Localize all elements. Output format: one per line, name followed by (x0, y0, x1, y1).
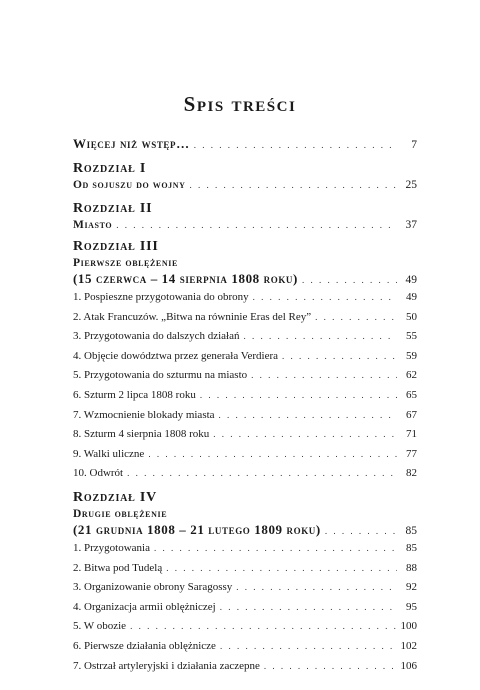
toc-item-page: 67 (406, 408, 417, 421)
chapter-4-items (73, 539, 417, 676)
toc-item[interactable] (73, 464, 417, 484)
dot-leader (236, 578, 397, 598)
toc-item-page: 95 (406, 600, 417, 613)
chapter-heading: Rozdział III (73, 239, 159, 254)
toc-item-label: 2. Bitwa pod Tudelą (73, 561, 163, 574)
toc-item-label: 10. Odwrót (73, 467, 124, 480)
toc-item-page: 88 (406, 561, 417, 574)
dot-leader (243, 327, 397, 347)
chapter-4 (73, 490, 417, 676)
toc-item-label: 2. Atak Francuzów. „Bitwa na równinie Eras del Rey” (73, 310, 312, 323)
toc-item-page: 55 (406, 330, 417, 343)
toc-item-page: 49 (406, 291, 417, 303)
toc-item[interactable] (73, 559, 417, 579)
toc-item-label: 4. Organizacja armii oblężniczej (73, 600, 216, 613)
toc-item-label: 8. Szturm 4 sierpnia 1808 roku (73, 428, 210, 441)
toc-entry-label: Od sojuszu do wojny (73, 179, 186, 191)
dot-leader (166, 559, 397, 579)
toc-item-label: 9. Walki uliczne (73, 447, 145, 460)
dot-leader (253, 288, 397, 308)
dot-leader (220, 598, 397, 618)
chapter-heading: Rozdział II (73, 201, 153, 216)
dot-leader (200, 386, 397, 406)
chapter-heading: Rozdział IV (73, 489, 158, 505)
toc-item[interactable] (73, 327, 417, 347)
toc-item[interactable] (73, 598, 417, 618)
toc-item[interactable] (73, 308, 417, 328)
toc-entry-chapter-2[interactable] (73, 217, 417, 233)
toc-item-label: 7. Ostrzał artyleryjski i działania zaczepne (73, 659, 260, 672)
toc-entry-page: 7 (411, 139, 417, 151)
chapter-heading: Rozdział I (73, 161, 147, 176)
dot-leader (325, 523, 397, 539)
toc-entry-intro[interactable] (73, 136, 417, 153)
toc-item-label: 5. W obozie (73, 620, 127, 633)
toc-item[interactable] (73, 347, 417, 367)
toc-item-label: 3. Przygotowania do dalszych działań (73, 330, 240, 343)
toc-item-page: 82 (406, 467, 417, 480)
toc-entry-page: 85 (405, 524, 417, 537)
toc-item[interactable] (73, 617, 417, 637)
toc-entry-chapter-1[interactable] (73, 177, 417, 193)
toc-item[interactable] (73, 425, 417, 445)
toc-item-page: 85 (406, 541, 417, 554)
toc-item[interactable] (73, 288, 417, 308)
toc-item-page: 62 (406, 369, 417, 382)
toc-item-label: 4. Objęcie dowództwa przez generała Verdiera (73, 349, 279, 362)
toc-item-label: 3. Organizowanie obrony Saragossy (73, 581, 233, 594)
dot-leader (213, 425, 397, 445)
toc-item-page: 65 (406, 388, 417, 401)
page-title: Spis treści (183, 92, 297, 116)
chapter-title: Pierwsze oblężenie (73, 257, 178, 269)
toc-item-label: 6. Pierwsze działania oblężnicze (73, 639, 216, 652)
table-of-contents (73, 136, 417, 676)
toc-item[interactable] (73, 637, 417, 657)
dot-leader (264, 657, 397, 677)
toc-item[interactable] (73, 657, 417, 677)
toc-entry-page: 49 (405, 274, 417, 286)
dot-leader (219, 406, 397, 426)
toc-item-page: 59 (406, 349, 417, 362)
toc-entry-label: (15 czerwca – 14 sierpnia 1808 roku) (73, 271, 298, 286)
dot-leader (302, 272, 397, 288)
dot-leader (194, 137, 397, 153)
dot-leader (190, 177, 397, 193)
dot-leader (251, 366, 397, 386)
toc-item[interactable] (73, 445, 417, 465)
toc-item-page: 92 (406, 581, 417, 594)
toc-item-label: 5. Przygotowania do szturmu na miasto (73, 369, 248, 382)
toc-item-label: 1. Pospieszne przygotowania do obrony (73, 291, 249, 303)
toc-item-page: 106 (400, 659, 417, 672)
toc-entry-label: (21 grudnia 1808 – 21 lutego 1809 roku) (73, 521, 321, 537)
dot-leader (220, 637, 397, 657)
chapter-1 (73, 161, 417, 193)
toc-item-label: 6. Szturm 2 lipca 1808 roku (73, 388, 196, 401)
toc-item[interactable] (73, 366, 417, 386)
dot-leader (130, 617, 396, 637)
toc-item-page: 77 (406, 447, 417, 460)
toc-item[interactable] (73, 406, 417, 426)
chapter-3 (73, 239, 417, 484)
toc-entry-label: Więcej niż wstęp… (73, 136, 190, 151)
dot-leader (315, 308, 397, 328)
dot-leader (148, 445, 397, 465)
toc-item-page: 100 (400, 620, 417, 633)
toc-item-page: 102 (400, 639, 417, 652)
dot-leader (154, 539, 397, 559)
toc-entry-label: Miasto (73, 219, 113, 231)
chapter-3-items (73, 288, 417, 484)
toc-item[interactable] (73, 539, 417, 559)
toc-item-page: 50 (406, 310, 417, 323)
toc-entry-page: 37 (405, 219, 417, 231)
toc-item[interactable] (73, 578, 417, 598)
toc-entry-chapter-4[interactable] (73, 522, 417, 539)
dot-leader (116, 217, 397, 233)
dot-leader (282, 347, 397, 367)
toc-entry-chapter-3[interactable] (73, 271, 417, 288)
chapter-title: Drugie oblężenie (73, 507, 168, 520)
dot-leader (127, 464, 397, 484)
toc-item-label: 1. Przygotowania (73, 541, 150, 554)
toc-entry-page: 25 (405, 179, 417, 191)
toc-item-page: 71 (406, 428, 417, 441)
toc-item-label: 7. Wzmocnienie blokady miasta (73, 408, 215, 421)
toc-item[interactable] (73, 386, 417, 406)
chapter-2 (73, 201, 417, 233)
